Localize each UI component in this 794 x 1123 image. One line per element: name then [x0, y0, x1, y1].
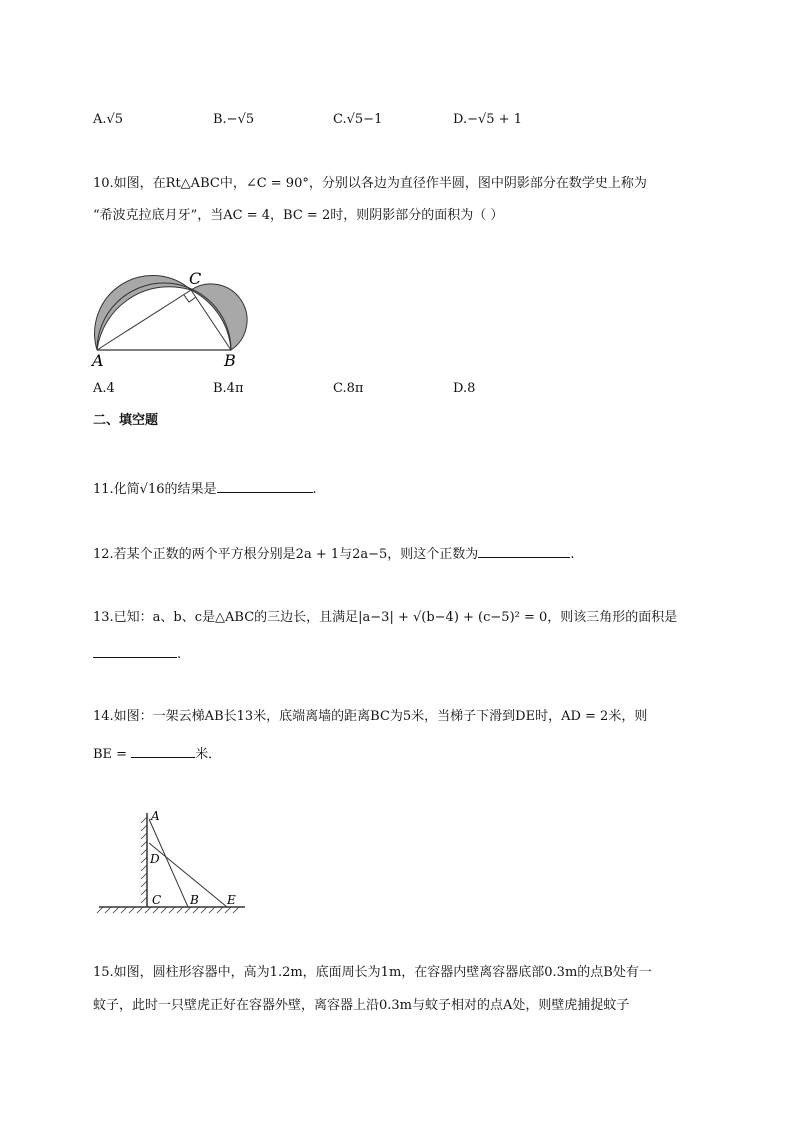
q13-answer-blank[interactable] — [93, 643, 177, 658]
q9-option-d: D.−√5 + 1 — [453, 112, 522, 127]
wall-hatch — [141, 817, 147, 903]
label-a: A — [151, 809, 160, 823]
ladder-figure — [95, 805, 255, 920]
label-e: E — [227, 893, 236, 907]
q14-suffix: 米． — [195, 747, 222, 762]
q9-option-a: A.√5 — [93, 112, 124, 127]
label-a: A — [92, 351, 104, 370]
q13-end: . — [177, 647, 182, 662]
q12-end: . — [570, 547, 575, 562]
lune-bc — [191, 284, 247, 350]
q10-option-d: D.8 — [453, 381, 476, 396]
label-d: D — [150, 852, 160, 866]
q10-option-c: C.8π — [333, 381, 364, 396]
label-c: C — [152, 893, 162, 907]
label-c: C — [189, 269, 202, 288]
lune-figure — [85, 240, 265, 370]
q10-option-a: A.4 — [93, 381, 115, 396]
q12-text — [93, 543, 574, 565]
right-angle-mark — [184, 295, 196, 302]
q14-prefix: BE = — [93, 747, 128, 762]
q11-end: . — [312, 482, 317, 497]
q13-text-line2 — [93, 643, 181, 665]
q10-option-b: B.4π — [213, 381, 244, 396]
label-b: B — [224, 351, 236, 370]
q9-option-b: B.−√5 — [213, 112, 255, 127]
q12-answer-blank[interactable] — [478, 543, 570, 558]
q14-text-line2 — [93, 743, 221, 765]
q15-text-line1: 15.如图，圆柱形容器中，高为1.2m，底面周长为1m，在容器内壁离容器底部0.3m的点B处有一 — [93, 965, 652, 980]
q12-question: 12.若某个正数的两个平方根分别是2a + 1与2a−5，则这个正数为 — [93, 547, 479, 562]
ground-hatch — [97, 907, 239, 913]
q13-text-line1: 13.已知：a、b、c是△ABC的三边长，且满足|a−3| + √(b−4) + (c−5)² = 0，则该三角形的面积是 — [93, 610, 678, 625]
q14-answer-blank[interactable] — [131, 743, 195, 758]
q14-text-line1: 14.如图：一架云梯AB长13米，底端离墙的距离BC为5米，当梯子下滑到DE时，AD = 2米，则 — [93, 709, 648, 724]
q10-text-line2: “希波克拉底月牙”，当AC = 4，BC = 2时，则阴影部分的面积为（ ） — [93, 208, 504, 223]
label-b: B — [190, 893, 199, 907]
q9-option-c: C.√5−1 — [333, 112, 383, 127]
q15-text-line2: 蚊子，此时一只壁虎正好在容器外壁，离容器上沿0.3m与蚊子相对的点A处，则壁虎捕捉蚊子 — [93, 998, 630, 1013]
q11-text — [93, 478, 317, 500]
q11-answer-blank[interactable] — [217, 478, 313, 493]
q11-question: 11.化简√16的结果是 — [93, 482, 217, 497]
section-title: 二、填空题 — [93, 413, 159, 428]
q10-text-line1: 10.如图，在Rt△ABC中，∠C = 90°，分别以各边为直径作半圆，图中阴影部分在数学史上称为 — [93, 176, 647, 191]
